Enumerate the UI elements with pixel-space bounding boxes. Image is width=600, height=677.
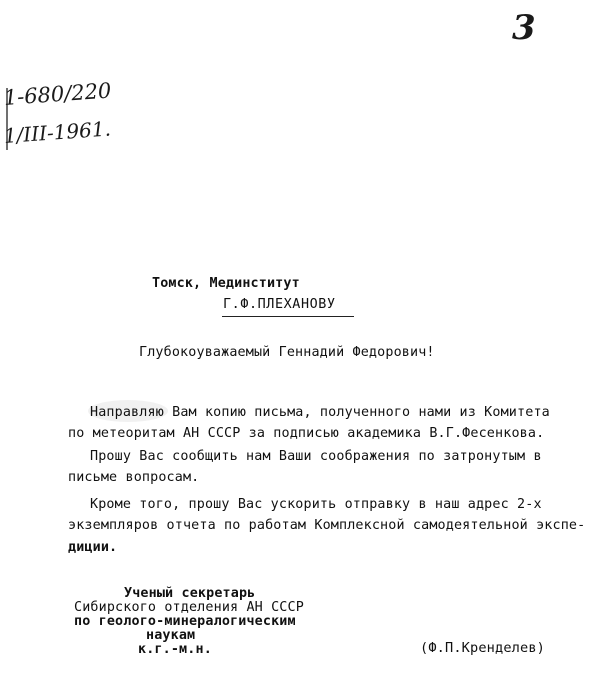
body-line-4: письме вопросам. [68,470,200,485]
registration-date: 1/III-1961. [3,116,112,148]
signature-title-4: наукам [146,628,196,643]
body-line-5: Кроме того, прошу Вас ускорить отправку в наш адрес 2-х [90,497,542,512]
signature-title-3: по геолого-минералогическим [74,614,296,629]
signer-name: (Ф.П.Кренделев) [420,640,546,656]
body-line-6: экземпляров отчета по работам Комплексной самодеятельной экспе- [68,518,586,533]
signature-title-2: Сибирского отделения АН СССР [74,600,304,615]
signature-title-5: к.г.-м.н. [138,642,212,657]
address-recipient: Г.Ф.ПЛЕХАНОВУ [223,297,336,312]
body-line-7: диции. [68,540,118,555]
body-line-2: по метеоритам АН СССР за подписью академика В.Г.Фесенкова. [68,426,545,441]
recipient-underline [222,316,354,317]
salutation: Глубокоуважаемый Геннадий Федорович! [139,345,435,360]
body-line-3: Прошу Вас сообщить нам Ваши соображения по затронутым в [90,449,542,464]
body-line-1: Направляю Вам копию письма, полученного нами из Комитета [90,405,550,420]
page-number: 3 [512,8,536,48]
address-city-institute: Томск, Мединститут [152,276,300,291]
signature-title-1: Ученый секретарь [124,586,256,601]
registration-number: 1-680/220 [3,78,113,110]
